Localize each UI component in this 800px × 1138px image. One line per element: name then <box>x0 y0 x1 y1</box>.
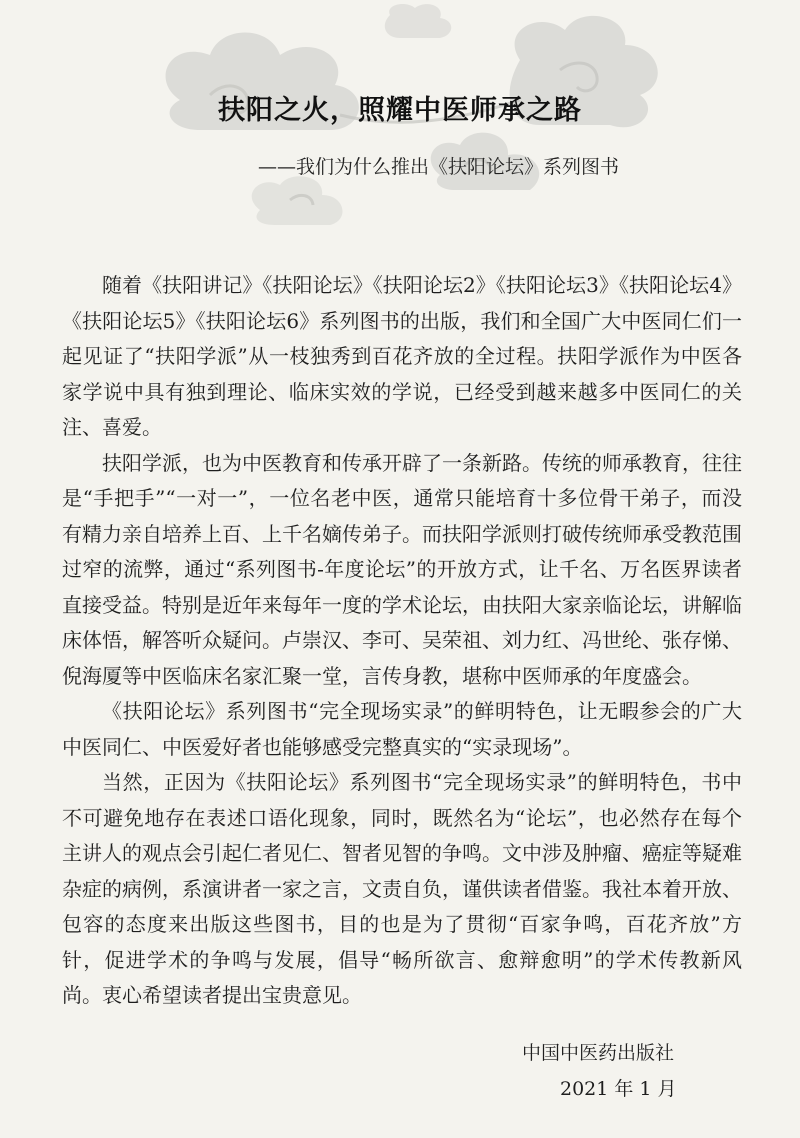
publication-date: 2021 年 1 月 <box>560 1078 677 1100</box>
paragraph: 《扶阳论坛》系列图书“完全现场实录”的鲜明特色，让无暇参会的广大中医同仁、中医爱好者也能够感受完整真实的“实录现场”。 <box>62 699 742 759</box>
auspicious-cloud-ornament <box>140 0 700 260</box>
paragraph: 随着《扶阳讲记》《扶阳论坛》《扶阳论坛2》《扶阳论坛3》《扶阳论坛4》《扶阳论坛5》《扶阳论坛6》系列图书的出版，我们和全国广大中医同仁们一起见证了“扶阳学派”从一枝独秀到百花齐放的全过程。扶阳学派作为中医各家学说中具有独到理论、临床实效的学说，已经受到越来越多中医同仁的关注、喜爱。 <box>62 273 742 439</box>
paragraph: 扶阳学派，也为中医教育和传承开辟了一条新路。传统的师承教育，往往是“手把手”“一对一”，一位名老中医，通常只能培育十多位骨干弟子，而没有精力亲自培养上百、上千名嫡传弟子。而扶阳学派则打破传统师承受教范围过窄的流弊，通过“系列图书-年度论坛”的开放方式，让千名、万名医界读者直接受益。特别是近年来每年一度的学术论坛，由扶阳大家亲临论坛，讲解临床体悟，解答听众疑问。卢崇汉、李可、吴荣祖、刘力红、冯世纶、张存悌、倪海厦等中医临床名家汇聚一堂，言传身教，堪称中医师承的年度盛会。 <box>62 450 742 688</box>
paragraph: 当然，正因为《扶阳论坛》系列图书“完全现场实录”的鲜明特色，书中不可避免地存在表述口语化现象，同时，既然名为“论坛”，也必然存在每个主讲人的观点会引起仁者见仁、智者见智的争鸣。文中涉及肿瘤、癌症等疑难杂症的病例，系演讲者一家之言，文责自负，谨供读者借鉴。我社本着开放、包容的态度来出版这些图书，目的也是为了贯彻“百家争鸣，百花齐放”方针，促进学术的争鸣与发展，倡导“畅所欲言、愈辩愈明”的学术传教新风尚。衷心希望读者提出宝贵意见。 <box>62 770 742 1007</box>
page-subtitle: ——我们为什么推出《扶阳论坛》系列图书 <box>258 156 620 178</box>
body-text <box>62 268 742 1014</box>
publisher-signature: 中国中医药出版社 <box>522 1042 675 1064</box>
page-title: 扶阳之火，照耀中医师承之路 <box>218 95 582 126</box>
